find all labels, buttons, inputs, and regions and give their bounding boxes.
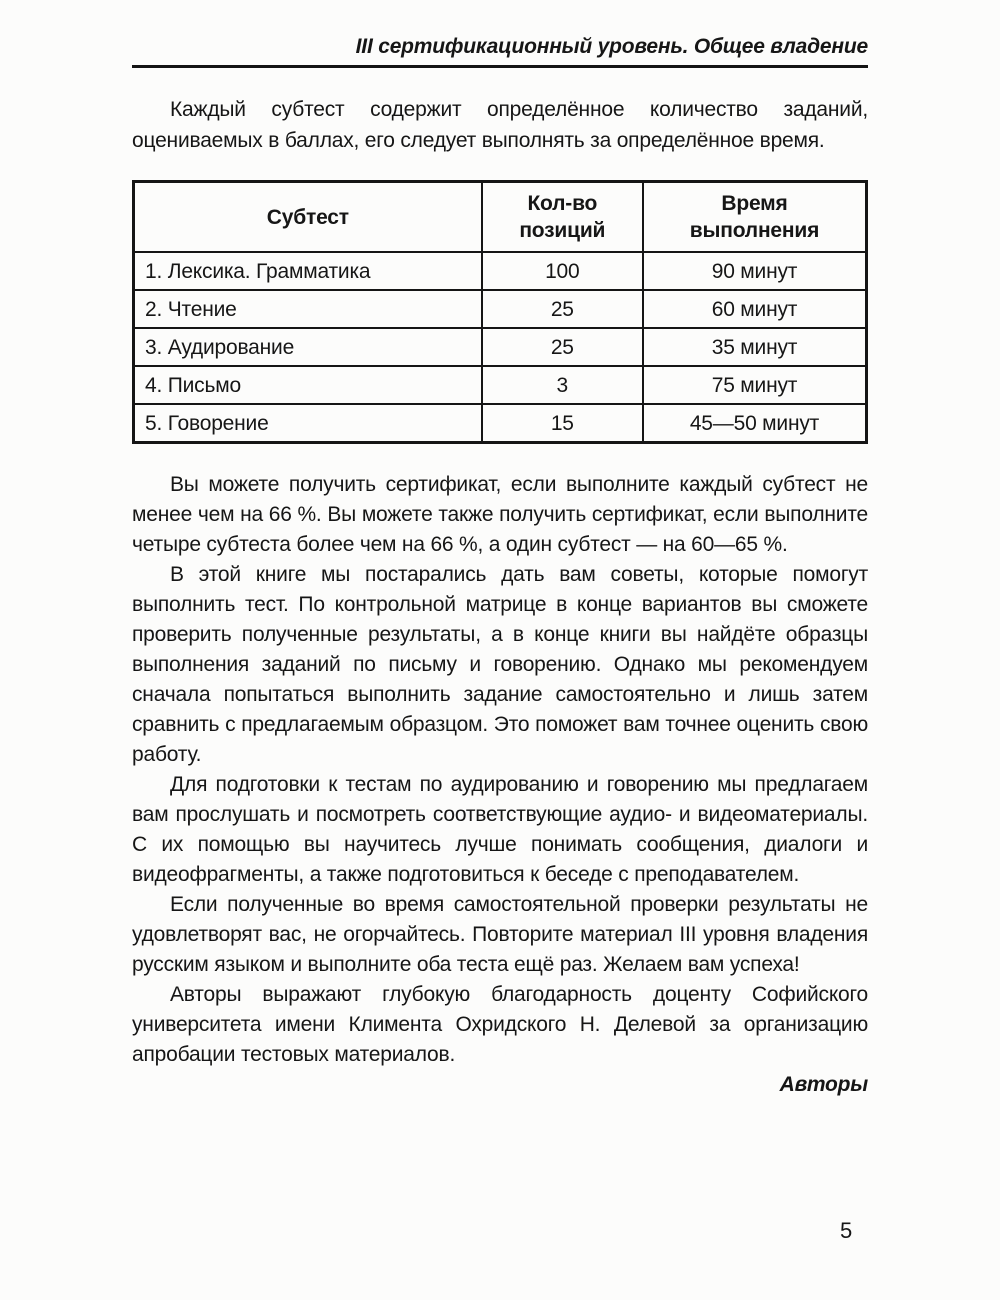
header-rule	[132, 65, 868, 68]
positions-value: 25	[482, 290, 643, 328]
subtest-table	[132, 180, 868, 444]
positions-value: 100	[482, 252, 643, 290]
positions-value: 3	[482, 366, 643, 404]
col-header-time: Время выполнения	[643, 182, 867, 253]
paragraph: Если полученные во время самостоятельной проверки результаты не удовлетворят вас, не огорчайтесь. Повторите материал III уровня владения русским языком и выполните оба теста ещё раз. Желаем вам успеха!	[132, 893, 868, 976]
running-head-title: III сертификационный уровень. Общее владение	[355, 35, 868, 58]
time-value: 45—50 минут	[643, 404, 867, 443]
page-number: 5	[839, 1218, 852, 1243]
subtest-name: 1. Лексика. Грамматика	[134, 252, 482, 290]
subtest-name: 2. Чтение	[134, 290, 482, 328]
paragraph: Для подготовки к тестам по аудированию и говорению мы предлагаем вам прослушать и посмотреть соответствующие аудио- и видеоматериалы. С их помощью вы научитесь лучше понимать сообщения, диалоги и видеофрагменты, а также подготовиться к беседе с преподавателем.	[132, 773, 868, 886]
running-head	[132, 34, 868, 68]
positions-value: 25	[482, 328, 643, 366]
paragraph: В этой книге мы постарались дать вам советы, которые помогут выполнить тест. По контрольной матрице в конце вариантов вы сможете проверить полученные результаты, а в конце книги вы найдёте образцы выполнения заданий по письму и говорению. Однако мы рекомендуем сначала попытаться выполнить задание самостоятельно и лишь затем сравнить с предлагаемым образцом. Это поможет вам точнее оценить свою работу.	[132, 563, 868, 766]
table-row	[134, 328, 867, 366]
subtest-name: 3. Аудирование	[134, 328, 482, 366]
body-text	[132, 470, 868, 1070]
col-header-subtest: Субтест	[134, 182, 482, 253]
table-row	[134, 366, 867, 404]
table-row	[134, 290, 867, 328]
authors-signature: Авторы	[779, 1073, 868, 1096]
paragraph: Авторы выражают глубокую благодарность доценту Софийского университета имени Климента Охридского Н. Делевой за организацию апробации тестовых материалов.	[132, 983, 868, 1066]
subtest-name: 5. Говорение	[134, 404, 482, 443]
table-row	[134, 252, 867, 290]
intro-paragraph: Каждый субтест содержит определённое количество заданий, оцениваемых в баллах, его следует выполнять за определённое время.	[132, 98, 868, 152]
col-header-positions: Кол-во позиций	[482, 182, 643, 253]
subtest-name: 4. Письмо	[134, 366, 482, 404]
time-value: 35 минут	[643, 328, 867, 366]
positions-value: 15	[482, 404, 643, 443]
time-value: 90 минут	[643, 252, 867, 290]
paragraph: Вы можете получить сертификат, если выполните каждый субтест не менее чем на 66 %. Вы можете также получить сертификат, если выполните четыре субтеста более чем на 66 %, а один субтест — на 60—65 %.	[132, 473, 868, 556]
table-header-row	[134, 182, 867, 253]
time-value: 75 минут	[643, 366, 867, 404]
table-row	[134, 404, 867, 443]
time-value: 60 минут	[643, 290, 867, 328]
